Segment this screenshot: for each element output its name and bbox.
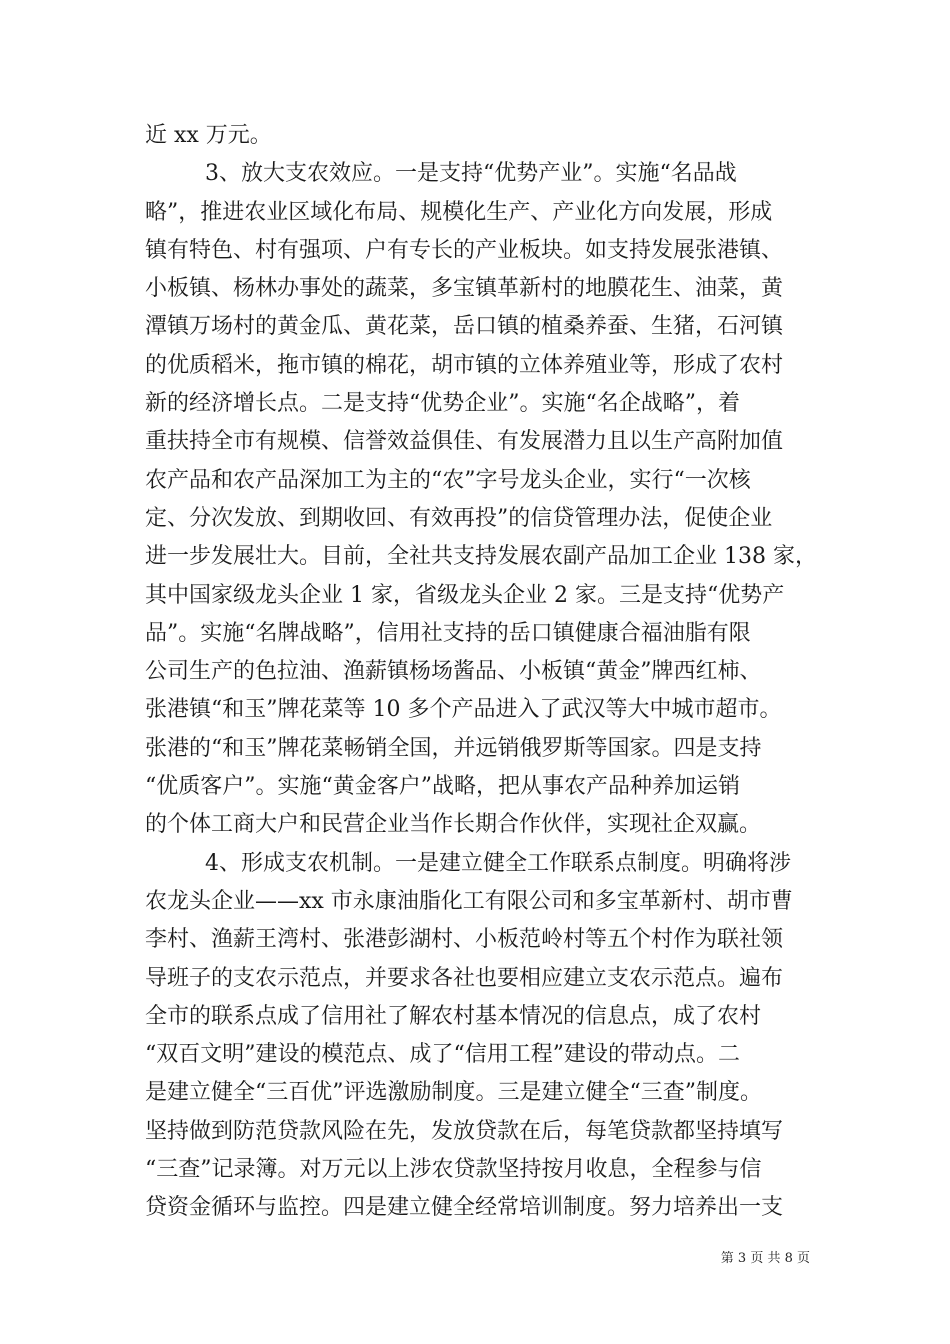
text-line: 李村、渔薪王湾村、张港彭湖村、小板范岭村等五个村作为联社领	[145, 927, 784, 953]
text-line: 4、形成支农机制。一是建立健全工作联系点制度。明确将涉	[205, 850, 791, 876]
page-number: 第 3 页 共 8 页	[720, 1251, 810, 1266]
body-text	[145, 117, 825, 1228]
text-line: 其中国家级龙头企业 1 家，省级龙头企业 2 家。三是支持“优势产	[145, 582, 785, 608]
text-line: 重扶持全市有规模、信誉效益俱佳、有发展潜力且以生产高附加值	[145, 429, 784, 455]
text-line: 的优质稻米，拖市镇的棉花，胡市镇的立体养殖业等，形成了农村	[145, 352, 784, 378]
text-line: 的个体工商大户和民营企业当作长期合作伙伴，实现社企双赢。	[145, 812, 762, 838]
text-line: 3、放大支农效应。一是支持“优势产业”。实施“名品战	[205, 161, 737, 187]
text-line: 张港镇“和玉”牌花菜等 10 多个产品进入了武汉等大中城市超市。	[145, 697, 782, 723]
text-line: 农产品和农产品深加工为主的“农”字号龙头企业，实行“一次核	[145, 467, 751, 493]
text-line: 贷资金循环与监控。四是建立健全经常培训制度。努力培养出一支	[145, 1195, 784, 1221]
text-line: 小板镇、杨林办事处的蔬菜，多宝镇革新村的地膜花生、油菜，黄	[145, 276, 784, 302]
text-line: 定、分次发放、到期收回、有效再投”的信贷管理办法，促使企业	[145, 505, 773, 531]
text-line: 张港的“和玉”牌花菜畅销全国，并远销俄罗斯等国家。四是支持	[145, 735, 762, 761]
text-line: 农龙头企业——xx 市永康油脂化工有限公司和多宝革新村、胡市曹	[145, 888, 793, 914]
text-line: 略”，推进农业区域化布局、规模化生产、产业化方向发展，形成	[145, 199, 773, 225]
text-line: 潭镇万场村的黄金瓜、黄花菜，岳口镇的植桑养蚕、生猪，石河镇	[145, 314, 784, 340]
text-line: 近 xx 万元。	[145, 123, 272, 148]
text-line: 新的经济增长点。二是支持“优势企业”。实施“名企战略”，着	[145, 391, 740, 417]
text-line: “优质客户”。实施“黄金客户”战略，把从事农产品种养加运销	[145, 774, 740, 800]
text-line: 镇有特色、村有强项、户有专长的产业板块。如支持发展张港镇、	[145, 237, 784, 263]
text-line: 进一步发展壮大。目前，全社共支持发展农副产品加工企业 138 家，	[145, 544, 817, 570]
text-line: 导班子的支农示范点，并要求各社也要相应建立支农示范点。遍布	[145, 965, 784, 991]
text-line: “双百文明”建设的模范点、成了“信用工程”建设的带动点。二	[145, 1042, 740, 1068]
text-line: 公司生产的色拉油、渔薪镇杨场酱品、小板镇“黄金”牌西红柿、	[145, 659, 762, 685]
text-line: 全市的联系点成了信用社了解农村基本情况的信息点，成了农村	[145, 1003, 762, 1029]
text-line: 坚持做到防范贷款风险在先，发放贷款在后，每笔贷款都坚持填写	[145, 1118, 784, 1144]
text-line: 品”。实施“名牌战略”，信用社支持的岳口镇健康合福油脂有限	[145, 620, 751, 646]
text-line: 是建立健全“三百优”评选激励制度。三是建立健全“三查”制度。	[145, 1080, 762, 1106]
text-line: “三查”记录簿。对万元以上涉农贷款坚持按月收息，全程参与信	[145, 1157, 762, 1183]
